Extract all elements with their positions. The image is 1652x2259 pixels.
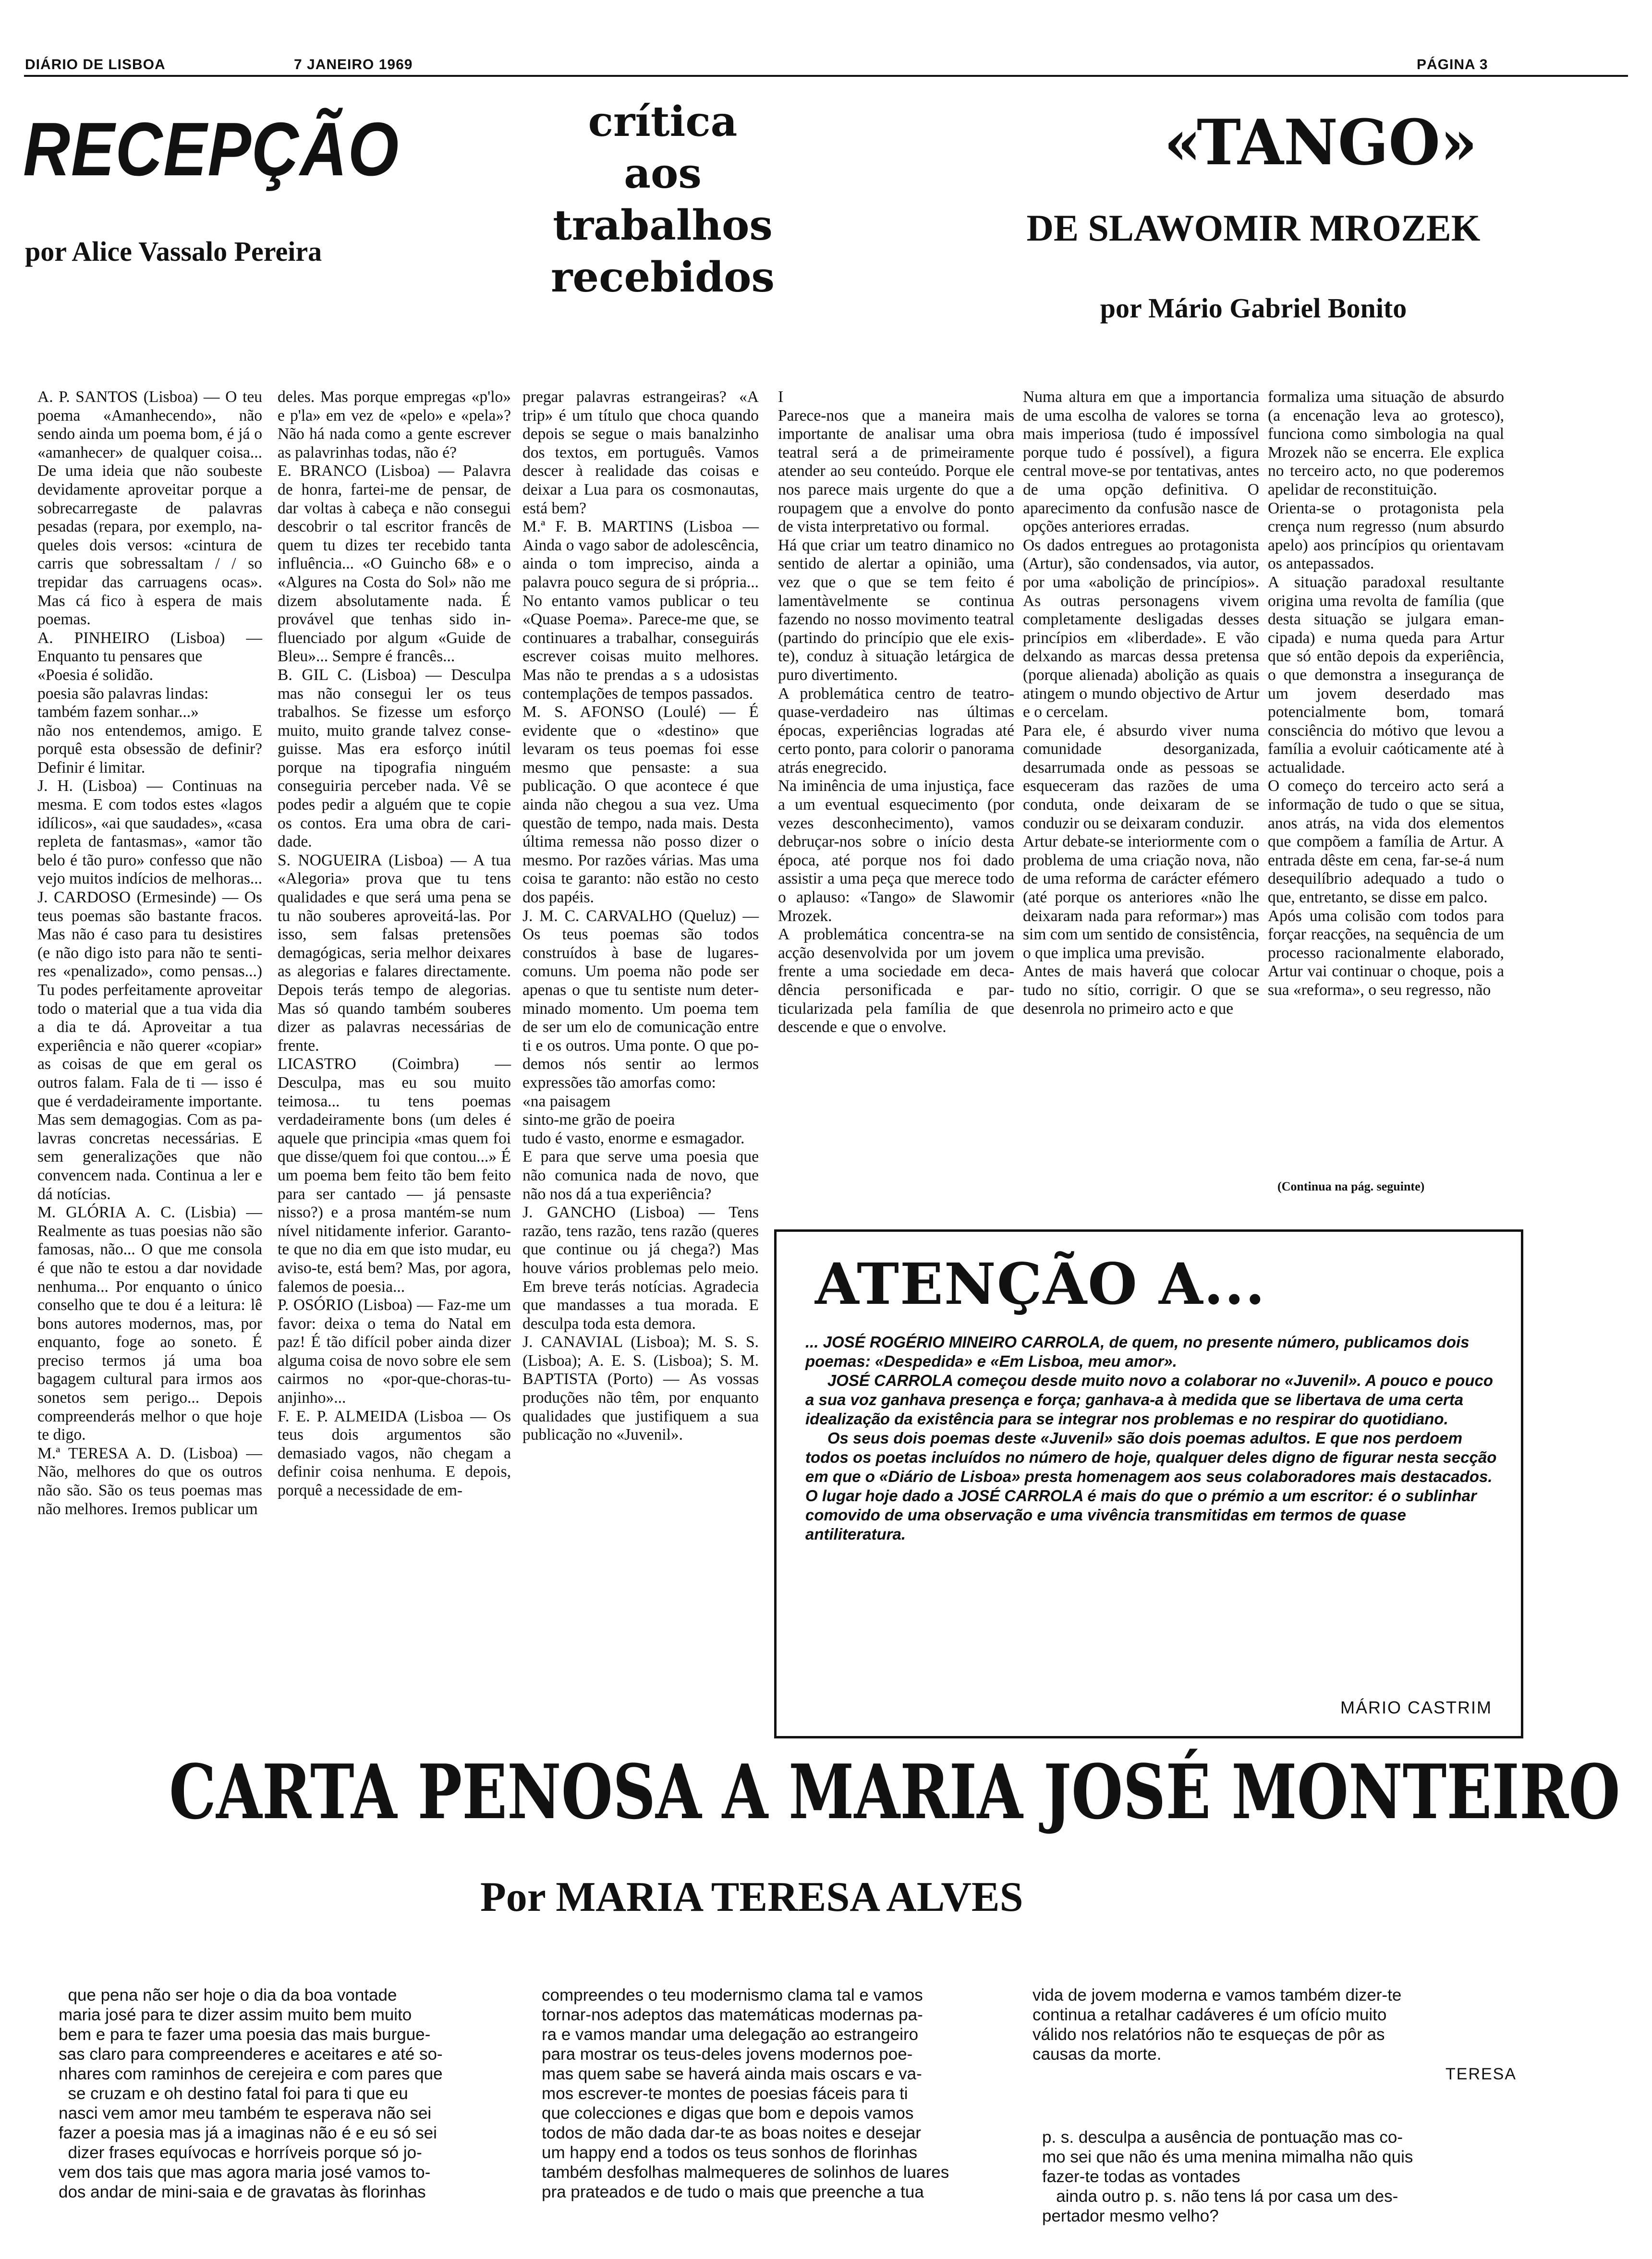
carta-signature: TERESA: [1446, 2065, 1517, 2083]
tango-title: «TANGO»: [1164, 106, 1478, 179]
tango-subtitle: DE SLAWOMIR MROZEK: [1026, 207, 1481, 249]
atencao-title: ATENÇÃO A...: [815, 1251, 1266, 1317]
critica-line-3: trabalhos: [553, 201, 773, 250]
atencao-box: [774, 1229, 1523, 1738]
recepcao-title: RECEPÇÃO: [23, 107, 400, 192]
atencao-text: ... JOSÉ ROGÉRIO MINEIRO CARROLA, de quem, no presente número, publicamos dois poemas: «Despedida» e «Em Lisboa, meu amor». JOSÉ CARROLA começou desde muito novo a colaborar no «Juvenil». A pouco e pouco a sua voz ganhava presença e força; ganhava-a à medida que se libertava de uma certa idealização da existência para se integrar nos problemas e no respirar do quotidiano. Os seus dois poemas deste «Juvenil» são dois poemas adultos. E que nos perdoem todos os poetas incluídos no número de hoje, qualquer deles digno de figurar nesta secção em que o «Diário de Lisboa» presta homenagem aos seus colaboradores mais destacados. O lugar hoje dado a JOSÉ CARROLA é mais do que o prémio a um escritor: é o sublinhar comovido de uma observação e uma vivência transmitidas em termos de quase antiliteratura.: [805, 1333, 1497, 1543]
critica-line-2: aos: [624, 149, 702, 198]
column-recepcao-2: deles. Mas porque empregas «p'lo» e p'la» em vez de «pelo» e «pela»? Não há nada como a gente escrever as palavrinhas todas, não é? E. BRANCO (Lisboa) — Palavra de honra, fartei-me de pensar, de dar voltas à cabeça e não consegui descobrir o tal escritor francês de quem tu dizes ter recebido tanta influência... «O Guincho 68» e o «Algures na Costa do Sol» não me dizem absolutamente nada. É provável que tenhas sido influenciado por algum «Guide de Bleu»... Sempre é francês... B. GIL C. (Lisboa) — Desculpa mas não consegui ler os teus trabalhos. Se fizesse um esforço muito, muito grande talvez conseguisse. Mas era esforço inútil porque na tipografia ninguém conseguiria perceber nada. Vê se podes pedir a alguém que te copie os contos. Era uma obra de caridade. S. NOGUEIRA (Lisboa) — A tua «Alegoria» prova que tu tens qualidades e que será uma pena se tu não souberes aproveitá-las. Por isso, sem falsas pretensões demagógicas, seria melhor deixares as alegorias e falares directamente. Depois terás tempo de alegorias. Mas só quando também souberes dizer as palavras necessárias de frente. LICASTRO (Coimbra) — Desculpa, mas eu sou muito teimosa... tu tens poemas verdadeiramente bons (um deles é aquele que principia «mas quem foi que disse/quem foi que contou...» É um poema bem feito tão bem feito para ser cantado — já pensaste nisso?) e a prosa mantém-se num nível nitidamente inferior. Garanto-te que no dia em que isto mudar, eu aviso-te, está bem? Mas, por agora, falemos de poesia... P. OSÓRIO (Lisboa) — Faz-me um favor: deixa o tema do Natal em paz! É tão difícil pober ainda dizer alguma coisa de novo sobre ele sem cairmos no «por-que-choras-tu-anjinho»... F. E. P. ALMEIDA (Lisboa — Os teus dois argumentos são demasiado vagos, não chegam a definir coisa nenhuma. E depois, porquê a necessidade de em-: [278, 388, 511, 1500]
atencao-signature: MÁRIO CASTRIM: [1340, 1698, 1492, 1717]
column-tango-3: formaliza uma situação de absurdo (a encenação leva ao grotesco), funciona como simbologia na qual Mrozek não se encerra. Ele explica no terceiro acto, no que poderemos apelidar de reconstituição. Orienta-se o protagonista pela crença num regresso (num absurdo apelo) aos princípios qu orientavam os antepassados. A situação paradoxal resultante origina uma revolta de família (que desta situação se julgara emancipada) e numa queda para Artur que só então depois da experiência, o que demonstra a insegurança de um jovem deserdado mas potencialmente bom, tomará consciência do mótivo que levou a família a evoluir caóticamente até à actualidade. O começo do terceiro acto será a informação de tudo o que se situa, anos atrás, na vida dos elementos que compõem a família de Artur. A entrada dêste em cena, far-se-á num desequilíbrio adequado a tudo o que, entretanto, se disse em palco. Após uma colisão com todos para forçar reacções, na sequência de um processo racionalmente elaborado, Artur vai continuar o choque, pois a sua «reforma», o seu regresso, não: [1268, 388, 1504, 999]
carta-column-3: vida de jovem moderna e vamos também dizer-te continua a retalhar cadáveres é um ofício muito válido nos relatórios não te esqueças de pôr as causas da morte.: [1032, 1986, 1402, 2064]
column-tango-1: I Parece-nos que a maneira mais importante de analisar uma obra teatral será a de primeiramente atender ao seu conteúdo. Porque ele nos parece mais urgente do que a roupagem que a envolve do ponto de vista interpretativo ou formal. Há que criar um teatro dinamico no sentido de alertar a opinião, uma vez que o que se tem feito é lamentàvelmente se continua fazendo no nosso movimento teatral (partindo do princípio que ele existe), conduz à situação letárgica de puro divertimento. A problemática centro de teatro-quase-verdadeiro nas últimas épocas, experiências logradas até certo ponto, para colorir o panorama atrás enegrecido. Na iminência de uma injustiça, face a um eventual esquecimento (por vezes desconhecimento), vamos debruçar-nos sobre o início desta época, até porque nos foi dado assistir a uma peça que merece todo o aplauso: «Tango» de Slawomir Mrozek. A problemática concentra-se na acção desenvolvida por um jovem frente a uma sociedade em decadência personificada e particularizada pela família de que descende e que o envolve.: [778, 388, 1014, 1036]
carta-column-1: que pena não ser hoje o dia da boa vontade maria josé para te dizer assim muito bem muito bem e para te fazer uma poesia das mais burgue- sas claro para compreenderes e aceitares e até so- nhares com raminhos de cerejeira e com pares que se cruzam e oh destino fatal foi para ti que eu nasci vem amor meu também te esperava não sei fazer a poesia mas já a imaginas não é e eu só sei dizer frases equívocas e horríveis porque só jo- vem dos tais que mas agora maria josé vamos to- dos andar de mini-saia e de gravatas às florinhas: [59, 1986, 443, 2201]
carta-title: CARTA PENOSA A MARIA JOSÉ MONTEIRO: [169, 1748, 1620, 1836]
masthead-paper-name: DIÁRIO DE LISBOA: [25, 57, 166, 73]
continue-note: (Continua na pág. seguinte): [1277, 1179, 1425, 1193]
carta-byline: Por MARIA TERESA ALVES: [480, 1874, 1023, 1920]
carta-column-2: compreendes o teu modernismo clama tal e vamos tornar-nos adeptos das matemáticas modernas pa- ra e vamos mandar uma delegação ao estrangeiro para mostrar os teus-deles jovens modernos poe- mas quem sabe se haverá ainda mais oscars e va- mos escrever-te montes de poesias fáceis para ti que colecciones e digas que bom e depois vamos todos de mão dada dar-te as boas noites e desejar um happy end a todos os teus sonhos de florinhas também desfolhas malmequeres de solinhos de luares pra prateados e de tudo o mais que preenche a tua: [542, 1986, 949, 2201]
masthead-rule: [24, 75, 1628, 77]
masthead-page-number: PÁGINA 3: [1417, 57, 1488, 73]
tango-byline: por Mário Gabriel Bonito: [1100, 292, 1407, 324]
critica-line-1: crítica: [588, 97, 738, 146]
column-recepcao-3: pregar palavras estrangeiras? «A trip» é um título que choca quando depois se segue o mais banalzinho dos textos, em português. Vamos descer à realidade das coisas e deixar a Lua para os cosmonautas, está bem? M.ª F. B. MARTINS (Lisboa — Ainda o vago sabor de adolescência, ainda o tom impreciso, ainda a palavra pouco segura de si própria... No entanto vamos publicar o teu «Quase Poema». Parece-me que, se continuares a trabalhar, conseguirás escrever coisas muito melhores. Mas não te prendas a s a udosistas contemplações de tempos passados. M. S. AFONSO (Loulé) — É evidente que o «destino» que levaram os teus poemas foi esse mesmo que pensaste: a sua publicação. O que acontece é que ainda não chegou a sua vez. Uma questão de tempo, nada mais. Desta última remessa não posso dizer o mesmo. Por razões várias. Mas uma coisa te garanto: não estão no cesto dos papéis. J. M. C. CARVALHO (Queluz) — Os teus poemas são todos construídos à base de lugares-comuns. Um poema não pode ser apenas o que tu sentiste num determinado momento. Um poema tem de ser um elo de comunicação entre ti e os outros. Uma ponte. O que podemos nós sentir ao lermos expressões tão amorfas como: «na paisagem sinto-me grão de poeira tudo é vasto, enorme e esmagador. E para que serve uma poesia que não comunica nada de novo, que não nos dá a tua experiência? J. GANCHO (Lisboa) — Tens razão, tens razão, tens razão (queres que continue ou já chega?) Mas houve vários problemas pelo meio. Em breve terás notícias. Agradecia que mandasses a tua morada. E desculpa toda esta demora. J. CANAVIAL (Lisboa); M. S. S. (Lisboa); A. E. S. (Lisboa); S. M. BAPTISTA (Porto) — As vossas produções não têm, por enquanto qualidades que justifiquem a sua publicação no «Juvenil».: [522, 388, 759, 1444]
critica-heading: [533, 96, 792, 304]
column-recepcao-1: A. P. SANTOS (Lisboa) — O teu poema «Amanhecendo», não sendo ainda um poema bom, é já o «amanhecer» de qualquer coisa... De uma ideia que não soubeste devidamente aproveitar porque a sobrecarregaste de palavras pesadas (repara, por exemplo, naqueles dois versos: «cintura de carris que sobressaltam / / so trepidar das carruagens ocas». Mas cá fico à espera de mais poemas. A. PINHEIRO (Lisboa) — Enquanto tu pensares que «Poesia é solidão. poesia são palavras lindas: também fazem sonhar...» não nos entendemos, amigo. E porquê esta obsessão de definir? Definir é limitar. J. H. (Lisboa) — Continuas na mesma. E com todos estes «lagos idílicos», «ai que saudades», «casa repleta de fantasmas», «amor tão belo é tão puro» confesso que não vejo muitos indícios de melhoras... J. CARDOSO (Ermesinde) — Os teus poemas são bastante fracos. Mas não é caso para tu desistires (e não digo isto para não te sentires «penalizado», como pensas...) Tu podes perfeitamente aproveitar todo o material que a tua vida dia a dia te dá. Aproveitar a tua experiência e não querer «copiar» as coisas de que em geral os outros falam. Fala de ti — isso é que é verdadeiramente importante. Mas sem demagogias. Com as palavras concretas necessárias. E sem generalizações que não convencem nada. Continua a ler e dá notícias. M. GLÓRIA A. C. (Lisbia) — Realmente as tuas poesias não são famosas, não... O que me consola é que não te estou a dar novidade nenhuma... Por enquanto o único conselho que te dou é a leitura: lê bons autores modernos, mas, por enquanto, foge ao soneto. É preciso termos já uma boa bagagem cultural para irmos aos sonetos sem perigo... Depois compreenderás melhor o que hoje te digo. M.ª TERESA A. D. (Lisboa) — Não, melhores do que os outros não são. São os teus poemas mas não melhores. Iremos publicar um: [37, 388, 263, 1518]
masthead-date: 7 JANEIRO 1969: [294, 57, 413, 73]
column-tango-2: Numa altura em que a importancia de uma escolha de valores se torna mais imperiosa (tudo é impossível porque tudo é possível), a figura central move-se por tentativas, antes de uma opção definitiva. O aparecimento da confusão nasce de opções anteriores erradas. Os dados entregues ao protagonista (Artur), são condensados, via autor, por uma «abolição de princípios». As outras personagens vivem completamente desligadas desses princípios em «liberdade». E vão delxando as marcas dessa pretensa (porque alienada) abolição as quais atingem o mundo objectivo de Artur e o cercelam. Para ele, é absurdo viver numa comunidade desorganizada, desarrumada onde as pessoas se esqueceram das razões de uma conduta, onde deixaram de se conduzir ou se deixaram conduzir. Artur debate-se interiormente com o problema de uma criação nova, não de uma reforma de carácter efémero (até porque os anteriores «não lhe deixaram nada para reformar») mas sim com um sentido de consistência, o que implica uma previsão. Antes de mais haverá que colocar tudo no sítio, corrigir. O que se desenrola no primeiro acto e que: [1023, 388, 1259, 1018]
carta-postscript: p. s. desculpa a ausência de pontuação mas co- mo sei que não és uma menina mimalha não quis fazer-te todas as vontades ainda outro p. s. não tens lá por casa um des- pertador mesmo velho?: [1042, 2128, 1413, 2225]
critica-line-4: recebidos: [551, 253, 775, 302]
recepcao-byline: por Alice Vassalo Pereira: [25, 236, 322, 267]
